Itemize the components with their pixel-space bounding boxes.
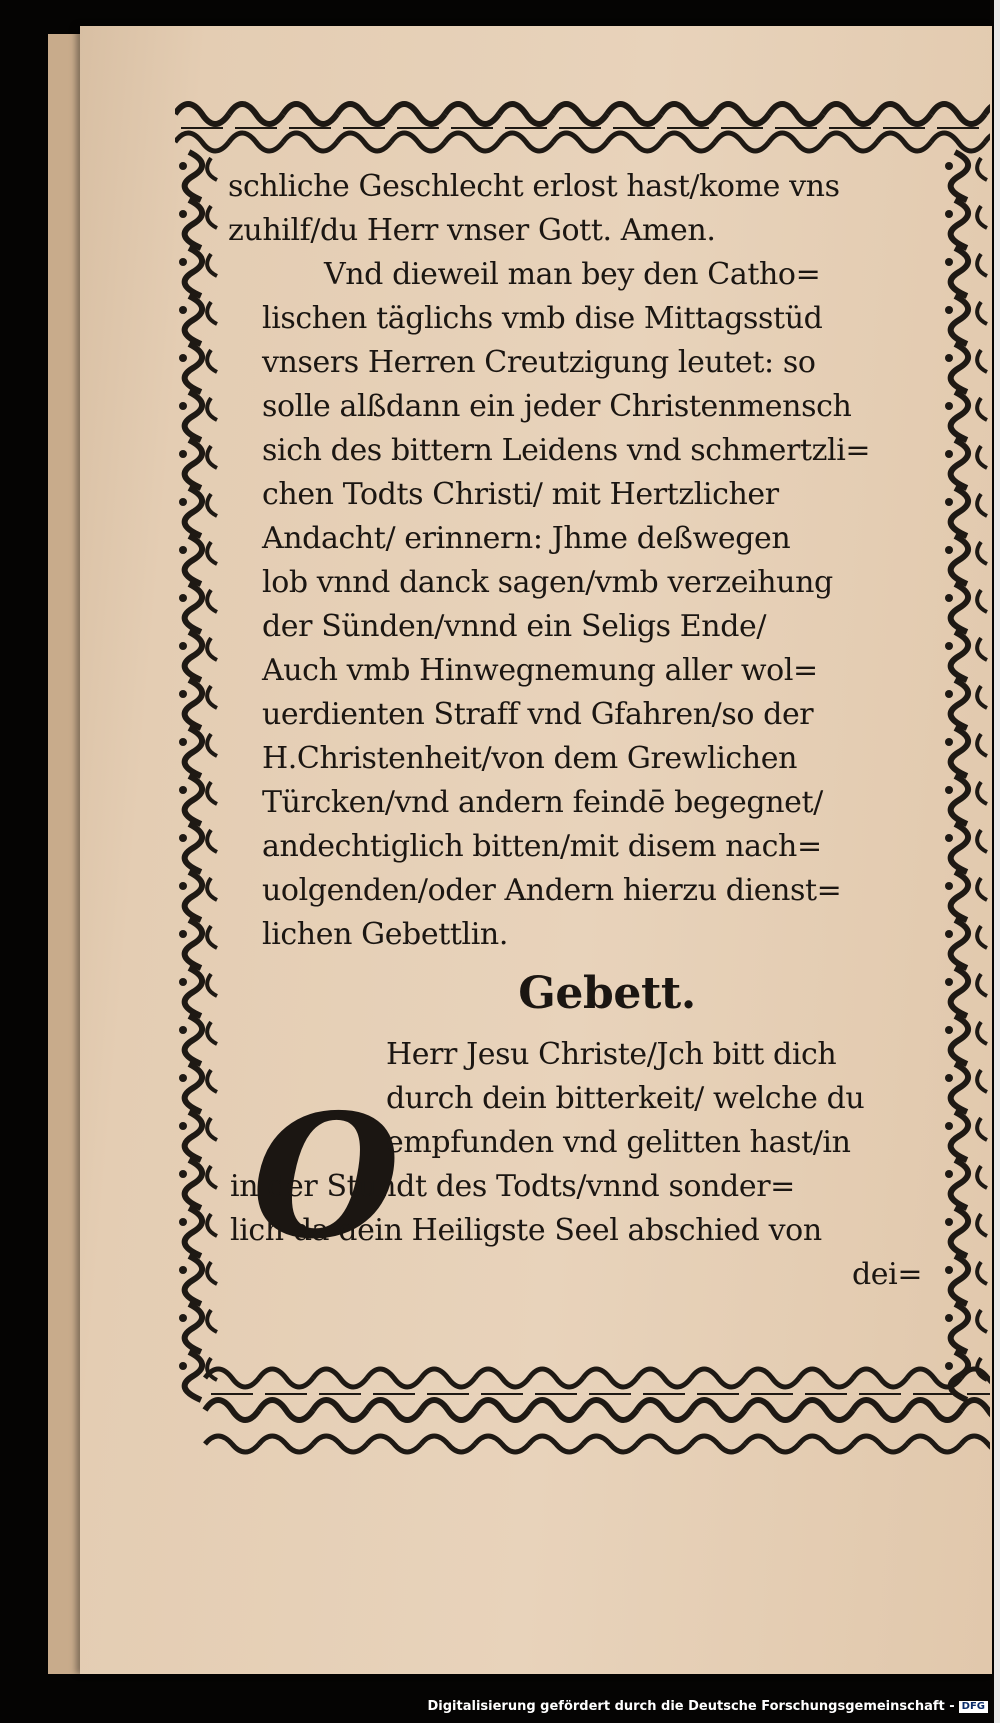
text-line: Herr Jesu Christe/Jch bitt dich: [386, 1037, 837, 1072]
text-line: uolgenden/oder Andern hierzu dienst=: [262, 873, 842, 908]
text-line: lichen Gebettlin.: [262, 917, 508, 952]
text-line: Vnd dieweil man bey den Catho=: [324, 257, 821, 292]
text-line: der Sünden/vnnd ein Seligs Ende/: [262, 609, 767, 644]
decorated-initial: O: [252, 1077, 400, 1277]
text-line: andechtiglich bitten/mit disem nach=: [262, 829, 822, 864]
text-line: solle alßdann ein jeder Christenmensch: [262, 389, 852, 424]
text-line: lischen täglichs vmb dise Mittagsstüd: [262, 301, 823, 336]
credit-text: Digitalisierung gefördert durch die Deutsche Forschungsgemeinschaft -: [427, 1699, 955, 1714]
text-line: durch dein bitterkeit/ welche du: [386, 1081, 865, 1116]
scan-edge: [994, 0, 1000, 1723]
text-line: zuhilf/du Herr vnser Gott. Amen.: [228, 213, 716, 248]
text-line: Auch vmb Hinwegnemung aller wol=: [262, 653, 818, 688]
dfg-logo: DFG: [959, 1701, 988, 1713]
text-line: chen Todts Christi/ mit Hertzlicher: [262, 477, 779, 512]
text-line: lob vnnd danck sagen/vmb verzeihung: [262, 565, 833, 600]
text-line: uerdienten Straff vnd Gfahren/so der: [262, 697, 814, 732]
text-line: vnsers Herren Creutzigung leutet: so: [262, 345, 816, 380]
text-line: sich des bittern Leidens vnd schmertzli=: [262, 433, 871, 468]
text-line: schliche Geschlecht erlost hast/kome vns: [228, 169, 840, 204]
digitization-credit: [428, 1700, 989, 1713]
text-line: lich da dein Heiligste Seel abschied von: [230, 1213, 822, 1248]
text-line: Andacht/ erinnern: Jhme deßwegen: [262, 521, 791, 556]
text-line: in der Stundt des Todts/vnnd sonder=: [230, 1169, 795, 1204]
prayer-heading: Gebett.: [518, 968, 696, 1019]
catchword: dei=: [852, 1257, 923, 1292]
text-line: H.Christenheit/von dem Grewlichen: [262, 741, 798, 776]
text-line: Türcken/vnd andern feindē begegnet/: [262, 785, 823, 820]
text-line: empfunden vnd gelitten hast/in: [386, 1125, 851, 1160]
